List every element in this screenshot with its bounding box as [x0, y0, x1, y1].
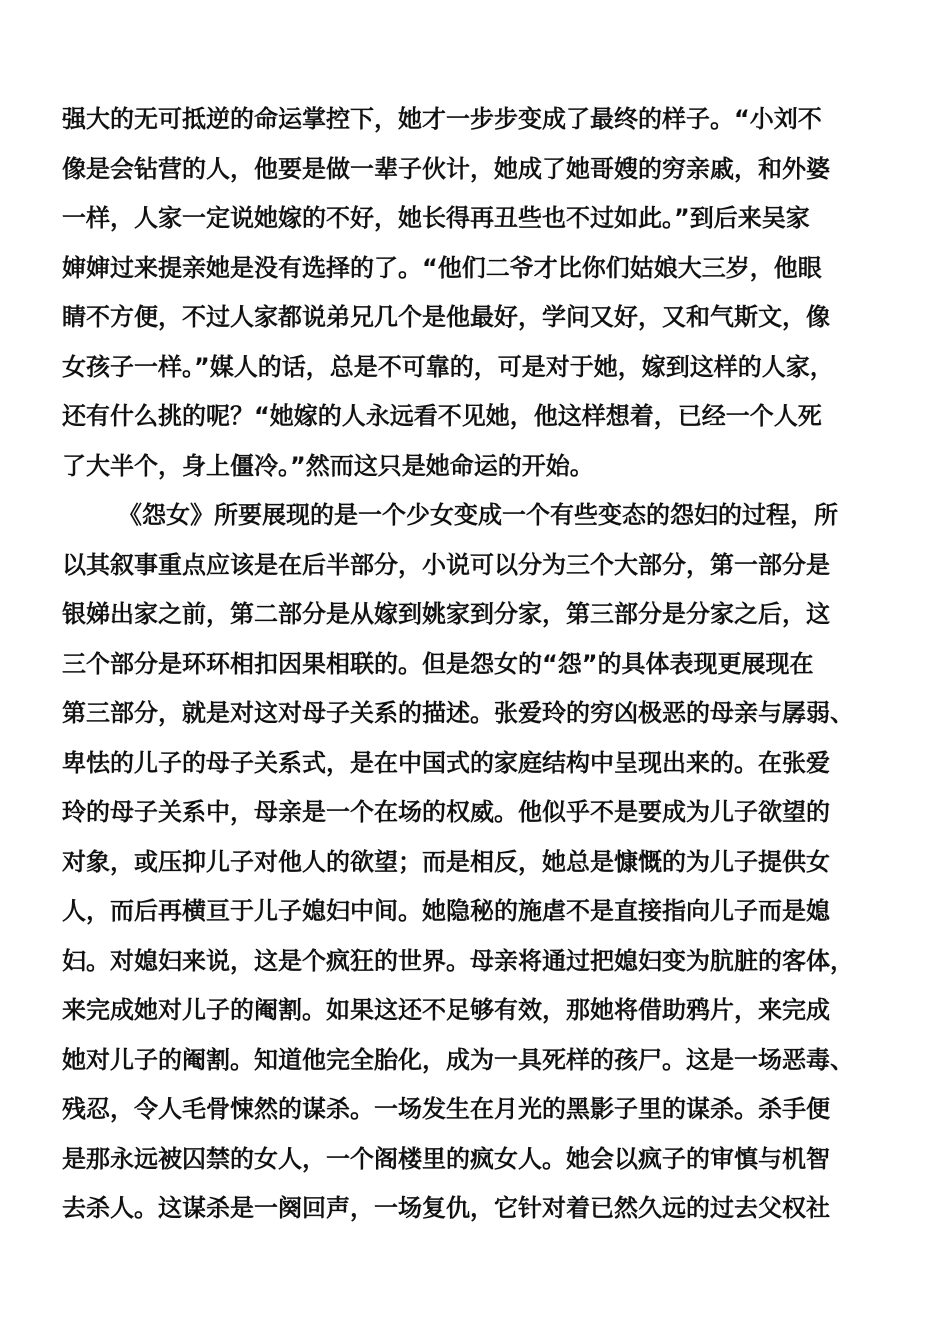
- text-line: 《怨女》所要展现的是一个少女变成一个有些变态的怨妇的过程，所: [118, 501, 838, 529]
- text-line: 是那永远被囚禁的女人，一个阁楼里的疯女人。她会以疯子的审慎与机智: [62, 1144, 830, 1173]
- text-line: 去杀人。这谋杀是一阕回声，一场复仇，它针对着已然久远的过去父权社: [62, 1194, 830, 1222]
- text-line: 来完成她对儿子的阉割。如果这还不足够有效，那她将借助鸦片，来完成: [62, 996, 830, 1024]
- text-line: 以其叙事重点应该是在后半部分，小说可以分为三个大部分，第一部分是: [62, 550, 830, 579]
- text-line: 妇。对媳妇来说，这是个疯狂的世界。母亲将通过把媳妇变为肮脏的客体，: [62, 946, 854, 975]
- text-line: 女孩子一样。”媒人的话，总是不可靠的，可是对于她，嫁到这样的人家，: [62, 352, 834, 381]
- body-text: [62, 95, 912, 1234]
- text-line: 强大的无可抵逆的命运掌控下，她才一步步变成了最终的样子。“小刘不: [62, 105, 822, 133]
- text-line: 银娣出家之前，第二部分是从嫁到姚家到分家，第三部分是分家之后，这: [62, 600, 830, 628]
- text-line: 一样，人家一定说她嫁的不好，她长得再丑些也不过如此。”到后来吴家: [62, 204, 810, 232]
- text-line: 第三部分，就是对这对母子关系的描述。张爱玲的穷凶极恶的母亲与孱弱、: [62, 699, 854, 727]
- text-line: 了大半个，身上僵冷。”然而这只是她命运的开始。: [62, 451, 594, 480]
- text-line: 残忍，令人毛骨悚然的谋杀。一场发生在月光的黑影子里的谋杀。杀手便: [62, 1095, 830, 1123]
- text-line: 三个部分是环环相扣因果相联的。但是怨女的“怨”的具体表现更展现在: [62, 649, 814, 678]
- text-line: 婶婶过来提亲她是没有选择的了。“他们二爷才比你们姑娘大三岁，他眼: [62, 253, 822, 282]
- text-line: 卑怯的儿子的母子关系式，是在中国式的家庭结构中呈现出来的。在张爱: [62, 748, 830, 777]
- paragraph-2: [62, 491, 912, 1234]
- text-line: 还有什么挑的呢？“她嫁的人永远看不见她，他这样想着，已经一个人死: [62, 402, 822, 430]
- text-line: 玲的母子关系中，母亲是一个在场的权威。他似乎不是要成为儿子欲望的: [62, 798, 830, 826]
- text-line: 人，而后再横亘于儿子媳妇中间。她隐秘的施虐不是直接指向儿子而是媳: [62, 897, 830, 925]
- text-line: 她对儿子的阉割。知道他完全胎化，成为一具死样的孩尸。这是一场恶毒、: [62, 1045, 854, 1074]
- paragraph-1: [62, 95, 912, 491]
- text-line: 对象，或压抑儿子对他人的欲望；而是相反，她总是慷慨的为儿子提供女: [62, 847, 830, 876]
- text-line: 像是会钻营的人，他要是做一辈子伙计，她成了她哥嫂的穷亲戚，和外婆: [62, 154, 830, 183]
- text-line: 睛不方便，不过人家都说弟兄几个是他最好，学问又好，又和气斯文，像: [62, 303, 830, 331]
